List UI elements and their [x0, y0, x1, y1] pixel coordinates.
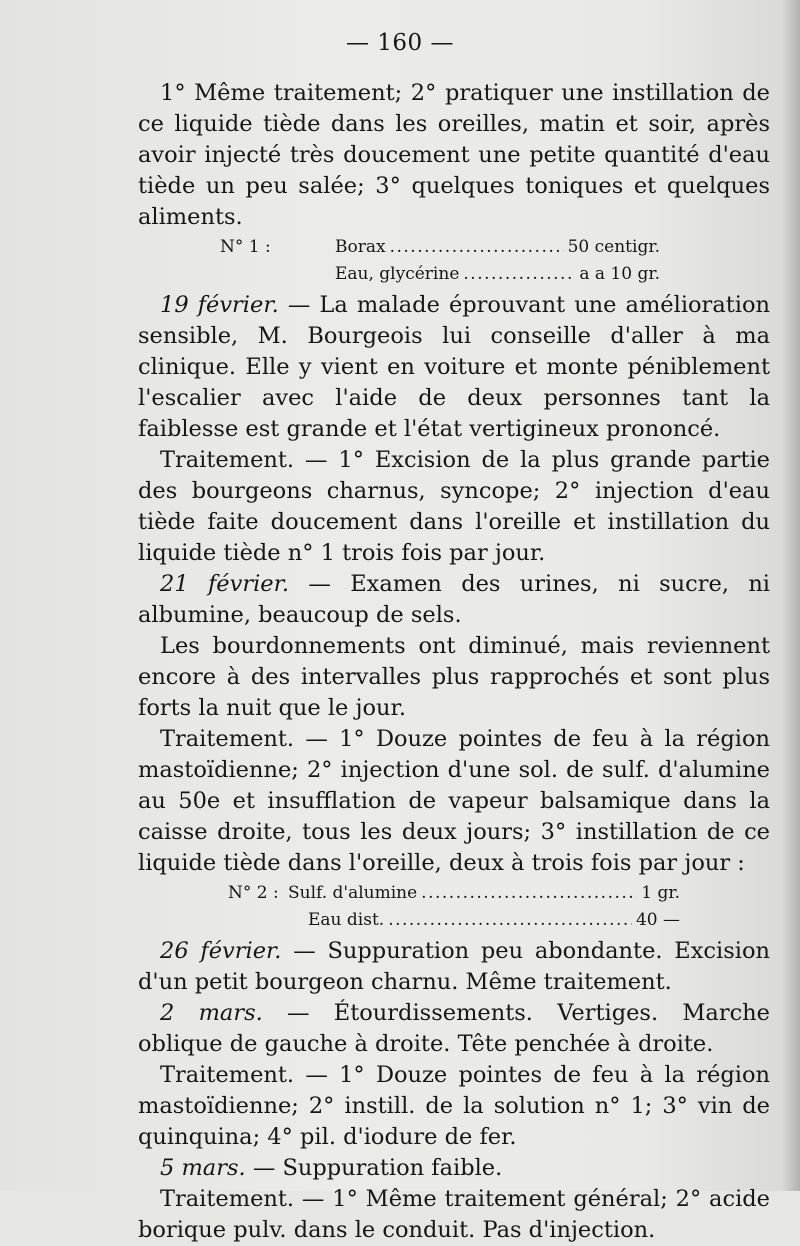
leader-dots [388, 907, 632, 934]
date-label: 5 mars. [160, 1155, 246, 1181]
paragraph-treatment-3: Traitement. — 1° Douze pointes de feu à la région mastoïdienne; 2° injection d'une sol. de sulf. d'alumine au 50e et insufflation de vapeur balsamique dans la caisse droite, tous les deux jours; 3° instillation de ce liquide tiède dans l'oreille, deux à trois fois par jour : [138, 726, 770, 876]
prescription-2 [138, 880, 770, 934]
body-text [138, 78, 770, 1246]
prescription-2-item-2: Eau dist. [308, 910, 385, 930]
paragraph-bourdonnements: Les bourdonnements ont diminué, mais reviennent encore à des intervalles plus rapprochés et sont plus forts la nuit que le jour. [138, 633, 770, 721]
prescription-1-line-1 [138, 234, 770, 261]
paragraph-text: — Étourdissements. Vertiges. Marche oblique de gauche à droite. Tête penchée à droite. [138, 1000, 770, 1057]
paragraph-text: — Suppuration peu abondante. Excision d'un petit bourgeon charnu. Même traitement. [138, 938, 770, 995]
leader-dots [421, 880, 637, 907]
paragraph-treatment-1: 1° Même traitement; 2° pratiquer une instillation de ce liquide tiède dans les oreilles, matin et soir, après avoir injecté très doucement une petite quantité d'eau tiède un peu salée; 3° quelques toniques et quelques aliments. [138, 80, 770, 230]
prescription-2-qty-1: 1 gr. [641, 883, 680, 903]
leader-dots [463, 261, 575, 288]
paragraph-treatment-4: Traitement. — 1° Douze pointes de feu à la région mastoïdienne; 2° instill. de la solution n° 1; 3° vin de quinquina; 4° pil. d'iodure de fer. [138, 1062, 770, 1150]
paragraph-text: — La malade éprouvant une amélioration sensible, M. Bourgeois lui conseille d'aller à ma clinique. Elle y vient en voiture et monte péniblement l'escalier avec l'aide de deux personnes tant la faiblesse est grande et l'état vertigineux prononcé. [138, 292, 771, 442]
paragraph-21-fevrier [138, 569, 770, 631]
paragraph-text: — Suppuration faible. [245, 1155, 503, 1181]
prescription-1-qty-1: 50 centigr. [567, 237, 660, 257]
prescription-1-item-2: Eau, glycérine [335, 264, 460, 284]
paragraph-treatment-2: Traitement. — 1° Excision de la plus grande partie des bourgeons charnus, syncope; 2° injection d'eau tiède faite doucement dans l'oreille et instillation du liquide tiède n° 1 trois fois par jour. [138, 447, 770, 566]
prescription-2-line-1 [138, 880, 770, 907]
date-label: 21 février. [160, 571, 290, 597]
date-label: 19 février. [160, 292, 279, 318]
prescription-1-qty-2: a a 10 gr. [579, 264, 660, 284]
prescription-1-label: N° 1 : [220, 237, 271, 257]
prescription-2-item-1: Sulf. d'alumine [288, 883, 418, 903]
prescription-2-qty-2: 40 — [635, 910, 680, 930]
prescription-1-item-1: Borax [335, 237, 386, 257]
paragraph-19-fevrier [138, 290, 770, 445]
paragraph-26-fevrier [138, 936, 770, 998]
date-label: 2 mars. [160, 1000, 263, 1026]
paragraph-5-mars [138, 1153, 770, 1184]
leader-dots [390, 234, 564, 261]
prescription-2-line-2 [138, 907, 770, 934]
paragraph-2-mars [138, 998, 770, 1060]
paragraph-treatment-5: Traitement. — 1° Même traitement général; 2° acide borique pulv. dans le conduit. Pas d'injection. [138, 1186, 770, 1243]
page-number: — 160 — [345, 30, 455, 56]
prescription-2-label: N° 2 : [228, 883, 279, 903]
paragraph-text: — Examen des urines, ni sucre, ni albumine, beaucoup de sels. [138, 571, 770, 628]
prescription-1-line-2 [138, 261, 770, 288]
prescription-1 [138, 234, 770, 288]
page-edge-shadow [782, 0, 800, 1191]
date-label: 26 février. [160, 938, 282, 964]
